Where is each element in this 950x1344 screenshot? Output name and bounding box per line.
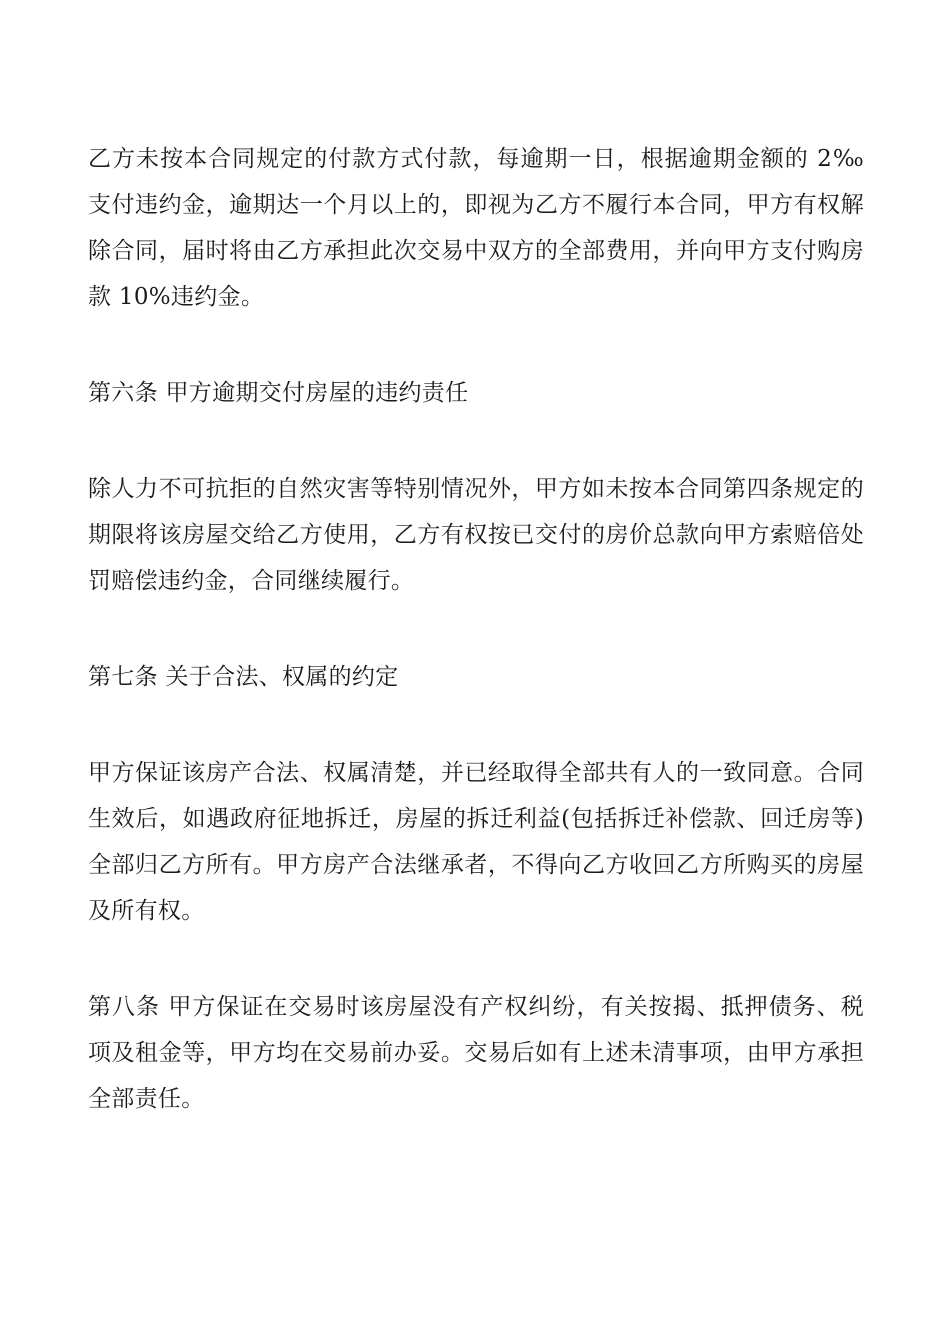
paragraph-late-payment: 乙方未按本合同规定的付款方式付款，每逾期一日，根据逾期金额的 2‰ 支付违约金，逾期达一个月以上的，即视为乙方不履行本合同，甲方有权解除合同，届时将由乙方承担此次交易中双方的全部费用，并向甲方支付购房款 10%违约金。 — [88, 146, 864, 310]
paragraph-late-delivery: 除人力不可抗拒的自然灾害等特别情况外，甲方如未按本合同第四条规定的期限将该房屋交给乙方使用，乙方有权按已交付的房价总款向甲方索赔倍处罚赔偿违约金，合同继续履行。 — [88, 476, 864, 594]
paragraph-article-8: 第八条 甲方保证在交易时该房屋没有产权纠纷，有关按揭、抵押债务、税项及租金等，甲方均在交易前办妥。交易后如有上述未清事项，由甲方承担全部责任。 — [88, 994, 864, 1112]
document-page — [88, 136, 864, 1172]
paragraph-legality-ownership: 甲方保证该房产合法、权属清楚，并已经取得全部共有人的一致同意。合同生效后，如遇政府征地拆迁，房屋的拆迁利益(包括拆迁补偿款、回迁房等)全部归乙方所有。甲方房产合法继承者，不得向乙方收回乙方所购买的房屋及所有权。 — [88, 760, 864, 924]
article-6-heading: 第六条 甲方逾期交付房屋的违约责任 — [88, 380, 469, 406]
article-7-heading: 第七条 关于合法、权属的约定 — [88, 664, 399, 690]
